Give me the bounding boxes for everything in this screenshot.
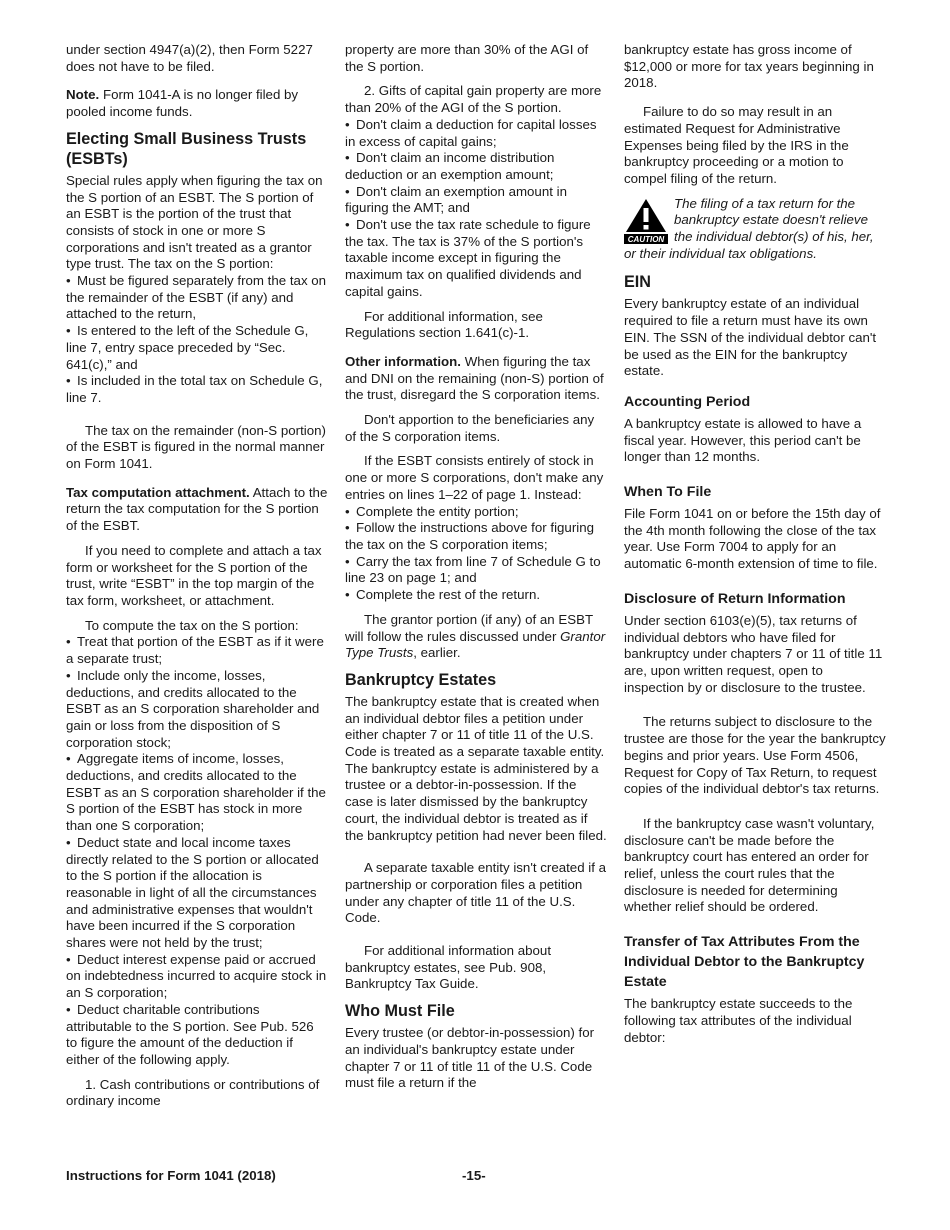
list-item: • Deduct charitable contributions attributable to the S portion. See Pub. 526 to figure the amount of the deduction if either of the following apply. xyxy=(66,1002,328,1069)
paragraph-text: The grantor portion (if any) of an ESBT will follow the rules discussed under xyxy=(345,611,593,644)
grantor-paragraph xyxy=(345,612,607,662)
paragraph: If the ESBT consists entirely of stock in one or more S corporations, don't make any entries on lines 1–22 of page 1. Instead: xyxy=(345,453,604,502)
list-item: • Carry the tax from line 7 of Schedule G to line 23 on page 1; and xyxy=(345,554,607,587)
cross-reference: Grantor Type Trusts xyxy=(345,628,606,661)
run-in-heading: Other information. xyxy=(345,353,461,369)
paragraph: under section 4947(a)(2), then Form 5227 does not have to be filed. xyxy=(66,42,313,74)
column-2 xyxy=(345,42,607,1100)
heading-transfer-of-tax-attributes: Transfer of Tax Attributes From the Individual Debtor to the Bankruptcy Estate xyxy=(624,934,865,991)
list-item: • Deduct interest expense paid or accrued on indebtedness incurred to acquire stock in an S corporation; xyxy=(66,952,328,1002)
paragraph: Failure to do so may result in an estimated Request for Administrative Expenses being filed by the IRS in the bankruptcy proceeding or a motion to compel filing of the return. xyxy=(624,104,849,186)
note-text: Form 1041-A is no longer filed by pooled income funds. xyxy=(66,87,299,120)
list-item: • Is included in the total tax on Schedule G, line 7. xyxy=(66,373,328,406)
paragraph: A bankruptcy estate is allowed to have a fiscal year. However, this period can't be longer than 12 months. xyxy=(624,415,862,465)
list-item: • Complete the rest of the return. xyxy=(345,587,607,604)
footer-title: Instructions for Form 1041 (2018) xyxy=(66,1168,276,1183)
paragraph: To compute the tax on the S portion: xyxy=(85,617,299,633)
paragraph: Under section 6103(e)(5), tax returns of individual debtors who have filed for bankruptcy under chapters 7 or 11 of title 11 are, upon written request, open to inspection by or disclosure to the trustee. xyxy=(624,612,883,695)
list-item: • Don't claim a deduction for capital losses in excess of capital gains; xyxy=(345,117,607,150)
list-item: • Deduct state and local income taxes directly related to the S portion or allocated to the S portion if the allocation is reasonable in light of all the circumstances and administrative expenses that wouldn't have been incurred if the S corporation shares were not held by the trust; xyxy=(66,835,328,952)
heading-disclosure: Disclosure of Return Information xyxy=(624,590,846,607)
paragraph-text: Attach to the return the tax computation for the S portion of the ESBT. xyxy=(66,484,328,534)
paragraph-text: When figuring the tax and DNI on the remaining (non-S) portion of the trust, disregard the S corporation items. xyxy=(345,353,604,403)
heading-ein: EIN xyxy=(624,273,651,292)
paragraph: The returns subject to disclosure to the trustee are those for the year the bankruptcy begins and prior years. Use Form 4506, Request for Copy of Tax Return, to request copies of the individual debtor's tax returns. xyxy=(624,714,886,797)
paragraph: A separate taxable entity isn't created if a partnership or corporation files a petition under any chapter of title 11 of the U.S. Code. xyxy=(345,860,607,926)
column-1 xyxy=(66,42,328,1118)
paragraph: property are more than 30% of the AGI of the S portion. xyxy=(345,42,589,74)
caution-note xyxy=(624,196,886,263)
paragraph: If you need to complete and attach a tax form or worksheet for the S portion of the trust, write “ESBT” in the top margin of the tax form, worksheet, or attachment. xyxy=(66,542,322,608)
heading-who-must-file: Who Must File xyxy=(345,1002,455,1021)
page-number: -15- xyxy=(462,1168,486,1183)
paragraph: Every trustee (or debtor-in-possession) for an individual's bankruptcy estate under chapter 7 or 11 of title 11 of the U.S. Code must file a return if the xyxy=(345,1025,595,1091)
paragraph: If the bankruptcy case wasn't voluntary, disclosure can't be made before the bankruptcy court has entered an order for relief, unless the court rules that the disclosure is needed for determining whether relief should be ordered. xyxy=(624,815,875,915)
paragraph: Every bankruptcy estate of an individual required to file a return must have its own EIN. The SSN of the individual debtor can't be used as the EIN for the bankruptcy estate. xyxy=(624,296,877,379)
caution-label: CAUTION xyxy=(627,234,665,244)
other-information-paragraph xyxy=(345,354,607,404)
note-paragraph xyxy=(66,87,328,120)
heading-when-to-file: When To File xyxy=(624,484,712,501)
heading-bankruptcy-estates: Bankruptcy Estates xyxy=(345,670,497,689)
list-item: • Is entered to the left of the Schedule G, line 7, entry space preceded by “Sec. 641(c),” and xyxy=(66,323,328,373)
run-in-heading: Tax computation attachment. xyxy=(66,484,250,500)
tax-computation-paragraph xyxy=(66,485,328,535)
list-item: • Aggregate items of income, losses, deductions, and credits allocated to the ESBT as an S corporation shareholder if the S portion of the ESBT has stock in more than one S corporation; xyxy=(66,751,328,835)
heading-accounting-period: Accounting Period xyxy=(624,393,751,410)
caution-text: The filing of a tax return for the bankruptcy estate doesn't relieve the individual debtor(s) of his, her, or their individual tax obligations. xyxy=(624,195,874,261)
paragraph: The tax on the remainder (non-S portion) of the ESBT is figured in the normal manner on Form 1041. xyxy=(66,422,326,472)
heading-esbt: Electing Small Business Trusts (ESBTs) xyxy=(66,129,307,168)
note-label: Note. xyxy=(66,87,100,103)
paragraph: For additional information about bankruptcy estates, see Pub. 908, Bankruptcy Tax Guide. xyxy=(345,943,552,992)
list-item: • Don't claim an exemption amount in figuring the AMT; and xyxy=(345,184,607,217)
column-3 xyxy=(624,42,886,1054)
paragraph: bankruptcy estate has gross income of $12,000 or more for tax years beginning in 2018. xyxy=(624,42,874,91)
paragraph-text: , earlier. xyxy=(413,645,461,661)
paragraph: The bankruptcy estate that is created when an individual debtor files a petition under either chapter 7 or 11 of title 11 of the U.S. Code is treated as a separate taxable entity. The bankruptcy estate is administered by a trustee or a debtor-in-possession. If the case is later dismissed by the bankruptcy court, the individual debtor is treated as if the bankruptcy petition had never been filed. xyxy=(345,693,607,843)
list-item: • Don't claim an income distribution deduction or an exemption amount; xyxy=(345,150,607,183)
paragraph: The bankruptcy estate succeeds to the following tax attributes of the individual debtor: xyxy=(624,996,853,1045)
list-item: • Don't use the tax rate schedule to figure the tax. The tax is 37% of the S portion's taxable income except in figuring the maximum tax on qualified dividends and capital gains. xyxy=(345,217,607,301)
paragraph: 1. Cash contributions or contributions of ordinary income xyxy=(66,1076,320,1109)
list-item: • Complete the entity portion; xyxy=(345,504,607,521)
caution-icon xyxy=(624,198,668,244)
list-item: • Include only the income, losses, deductions, and credits allocated to the ESBT as an S corporation shareholder and gain or loss from the disposition of S corporation stock; xyxy=(66,668,328,752)
paragraph: Don't apportion to the beneficiaries any of the S corporation items. xyxy=(345,412,595,444)
paragraph: Special rules apply when figuring the tax on the S portion of an ESBT. The S portion of an ESBT is the portion of the trust that consists of stock in one or more S corporations and isn't treated as a grantor type trust. The tax on the S portion: xyxy=(66,172,323,272)
list-item: • Follow the instructions above for figuring the tax on the S corporation items; xyxy=(345,520,607,553)
paragraph: File Form 1041 on or before the 15th day of the 4th month following the close of the tax year. Use Form 7004 to apply for an automatic 6-month extension of time to file. xyxy=(624,506,881,572)
paragraph: 2. Gifts of capital gain property are more than 20% of the AGI of the S portion. xyxy=(345,83,602,116)
list-item: • Must be figured separately from the tax on the remainder of the ESBT (if any) and attached to the return, xyxy=(66,273,328,323)
list-item: • Treat that portion of the ESBT as if it were a separate trust; xyxy=(66,634,328,667)
paragraph: For additional information, see Regulations section 1.641(c)-1. xyxy=(345,308,543,341)
